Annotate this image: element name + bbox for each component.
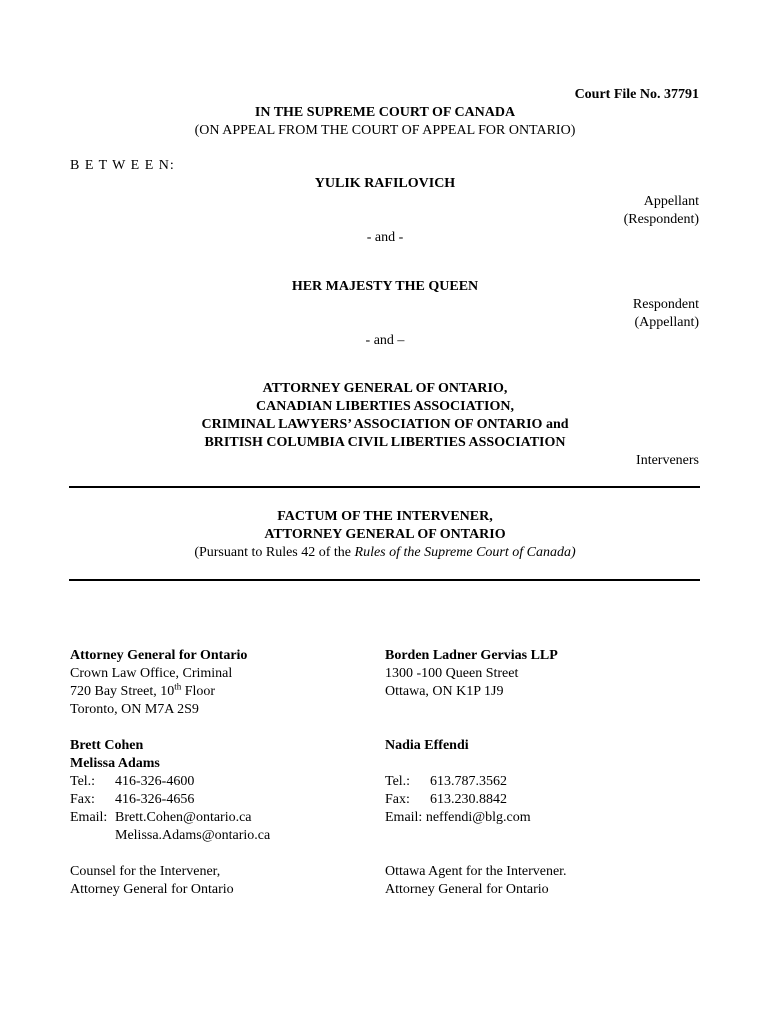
counsel-city: Toronto, ON M7A 2S9 [70, 702, 199, 717]
fax-label: Fax: [70, 792, 95, 807]
fax-value: 416-326-4656 [115, 792, 195, 807]
intervener-line-2: CANADIAN LIBERTIES ASSOCIATION, [256, 399, 514, 414]
bottom-divider [69, 579, 700, 581]
agent-role-1: Ottawa Agent for the Intervener. [385, 864, 567, 879]
pursuant-line [0, 544, 770, 562]
email-link-2[interactable]: Melissa.Adams@ontario.ca [115, 828, 271, 843]
agent-tel [385, 773, 675, 791]
and-separator-1: - and - [366, 230, 404, 245]
agent-firm: Borden Ladner Gervias LLP [385, 648, 558, 663]
tel-value: 613.787.3562 [430, 774, 507, 789]
court-file-number: Court File No. 37791 [574, 87, 699, 102]
intervener-counsel-block [70, 647, 360, 899]
lawyer-name-1: Brett Cohen [70, 738, 144, 753]
email-label: Email: [385, 810, 423, 825]
appellant-role: Appellant [643, 194, 699, 209]
agent-email-link[interactable]: neffendi@blg.com [425, 810, 531, 825]
between-label: B E T W E E N: [70, 158, 175, 173]
email-label: Email: [70, 810, 108, 825]
agent-email [385, 809, 675, 827]
pursuant-prefix: (Pursuant to Rules 42 of the [194, 545, 355, 560]
tel-value: 416-326-4600 [115, 774, 195, 789]
street-superscript: th [174, 681, 182, 692]
counsel-tel [70, 773, 360, 791]
counsel-role-1: Counsel for the Intervener, [70, 864, 221, 879]
counsel-office: Crown Law Office, Criminal [70, 666, 233, 681]
agent-counsel-block [385, 647, 675, 899]
counsel-role-2: Attorney General for Ontario [70, 882, 234, 897]
appeal-from: (ON APPEAL FROM THE COURT OF APPEAL FOR ONTARIO) [194, 123, 576, 138]
rules-reference: Rules of the Supreme Court of Canada) [354, 545, 576, 560]
counsel-fax [70, 791, 360, 809]
factum-title-line-1: FACTUM OF THE INTERVENER, [277, 509, 493, 524]
appellant-role-below: (Respondent) [623, 212, 699, 227]
tel-label: Tel.: [385, 774, 411, 789]
agent-role-2: Attorney General for Ontario [385, 882, 549, 897]
agent-city: Ottawa, ON K1P 1J9 [385, 684, 504, 699]
appellant-name: YULIK RAFILOVICH [314, 176, 456, 191]
street-suffix: Floor [181, 684, 216, 699]
court-name: IN THE SUPREME COURT OF CANADA [254, 105, 516, 120]
intervener-line-1: ATTORNEY GENERAL OF ONTARIO, [262, 381, 508, 396]
counsel-firm: Attorney General for Ontario [70, 648, 248, 663]
lawyer-name-2: Melissa Adams [70, 756, 160, 771]
factum-title-line-2: ATTORNEY GENERAL OF ONTARIO [264, 527, 506, 542]
fax-value: 613.230.8842 [430, 792, 507, 807]
email-link-1[interactable]: Brett.Cohen@ontario.ca [115, 810, 252, 825]
agent-lawyer-name: Nadia Effendi [385, 738, 469, 753]
agent-street: 1300 -100 Queen Street [385, 666, 519, 681]
respondent-role: Respondent [632, 297, 699, 312]
fax-label: Fax: [385, 792, 410, 807]
counsel-email-1 [70, 809, 360, 827]
intervener-line-3: CRIMINAL LAWYERS’ ASSOCIATION OF ONTARIO and [201, 417, 569, 432]
interveners-role: Interveners [636, 453, 699, 468]
counsel-email-2 [70, 827, 360, 845]
street-prefix: 720 Bay Street, 10 [70, 684, 175, 699]
and-separator-2: - and – [365, 333, 405, 348]
intervener-line-4: BRITISH COLUMBIA CIVIL LIBERTIES ASSOCIATION [204, 435, 566, 450]
respondent-name: HER MAJESTY THE QUEEN [291, 279, 479, 294]
agent-fax [385, 791, 675, 809]
respondent-role-below: (Appellant) [634, 315, 699, 330]
top-divider [69, 486, 700, 488]
counsel-street [70, 683, 360, 701]
tel-label: Tel.: [70, 774, 96, 789]
